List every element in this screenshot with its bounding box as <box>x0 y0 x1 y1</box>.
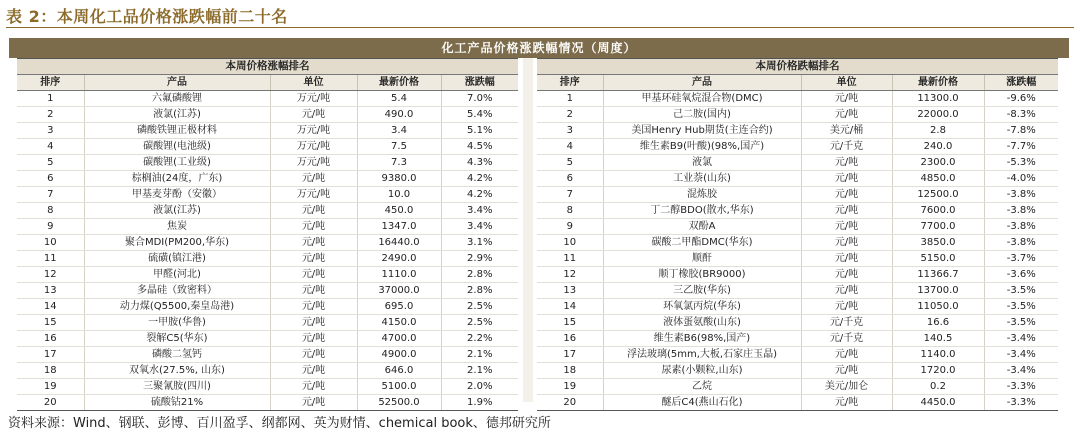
table-row <box>17 235 518 251</box>
column-header: 最新价格 <box>357 75 441 91</box>
table-row <box>17 123 518 139</box>
table-row <box>17 267 518 283</box>
rank-cell: 6 <box>537 171 603 187</box>
column-header: 产品 <box>603 75 801 91</box>
price-cell: 10.0 <box>357 187 441 203</box>
product-cell: 棕榈油(24度，广东) <box>84 171 270 187</box>
unit-cell: 元/吨 <box>801 283 892 299</box>
table-row <box>537 379 1058 395</box>
product-cell: 醚后C4(燕山石化) <box>603 395 801 411</box>
rank-cell: 17 <box>537 347 603 363</box>
price-cell: 5150.0 <box>892 251 984 267</box>
unit-cell: 元/吨 <box>270 331 357 347</box>
tables-area <box>9 58 1069 408</box>
unit-cell: 元/吨 <box>801 363 892 379</box>
price-cell: 450.0 <box>357 203 441 219</box>
change-cell: -3.8% <box>984 187 1058 203</box>
product-cell: 碳酸锂(电池级) <box>84 139 270 155</box>
price-cell: 0.2 <box>892 379 984 395</box>
rank-cell: 1 <box>17 91 84 107</box>
unit-cell: 元/吨 <box>270 235 357 251</box>
rank-cell: 14 <box>17 299 84 315</box>
column-header: 涨跌幅 <box>441 75 518 91</box>
change-cell: 1.9% <box>441 395 518 411</box>
table-row <box>537 203 1058 219</box>
price-cell: 1347.0 <box>357 219 441 235</box>
product-cell: 碳酸锂(工业级) <box>84 155 270 171</box>
column-header: 排序 <box>537 75 603 91</box>
change-cell: 4.2% <box>441 187 518 203</box>
unit-cell: 元/吨 <box>801 267 892 283</box>
product-cell: 维生素B9(叶酸)(98%,国产) <box>603 139 801 155</box>
column-header: 产品 <box>84 75 270 91</box>
change-cell: 2.8% <box>441 283 518 299</box>
rank-cell: 17 <box>17 347 84 363</box>
rank-cell: 16 <box>17 331 84 347</box>
price-cell: 5100.0 <box>357 379 441 395</box>
change-cell: -3.3% <box>984 395 1058 411</box>
table-divider <box>523 58 533 402</box>
unit-cell: 元/吨 <box>270 379 357 395</box>
column-header: 最新价格 <box>892 75 984 91</box>
change-cell: 4.3% <box>441 155 518 171</box>
table-row <box>17 299 518 315</box>
product-cell: 甲醛(河北) <box>84 267 270 283</box>
product-cell: 液氯(江苏) <box>84 107 270 123</box>
change-cell: -4.0% <box>984 171 1058 187</box>
change-cell: 2.5% <box>441 299 518 315</box>
column-header: 涨跌幅 <box>984 75 1058 91</box>
product-cell: 磷酸铁锂正极材料 <box>84 123 270 139</box>
table-row <box>17 251 518 267</box>
source-note: 资料来源：Wind、钢联、彭博、百川盈孚、纲都网、英为财情、chemical book、德邦研究所 <box>8 416 551 431</box>
column-header: 单位 <box>270 75 357 91</box>
price-cell: 4450.0 <box>892 395 984 411</box>
product-cell: 美国Henry Hub期货(主连合约) <box>603 123 801 139</box>
unit-cell: 万元/吨 <box>270 91 357 107</box>
losers-subtitle: 本周价格跌幅排名 <box>537 59 1058 75</box>
rank-cell: 12 <box>17 267 84 283</box>
product-cell: 动力煤(Q5500,秦皇岛港) <box>84 299 270 315</box>
unit-cell: 元/吨 <box>270 283 357 299</box>
unit-cell: 元/吨 <box>270 315 357 331</box>
unit-cell: 万元/吨 <box>270 187 357 203</box>
price-cell: 140.5 <box>892 331 984 347</box>
unit-cell: 元/吨 <box>270 203 357 219</box>
product-cell: 混炼胶 <box>603 187 801 203</box>
product-cell: 焦炭 <box>84 219 270 235</box>
table-row <box>537 395 1058 411</box>
table-row <box>537 315 1058 331</box>
rank-cell: 12 <box>537 267 603 283</box>
price-cell: 4850.0 <box>892 171 984 187</box>
unit-cell: 元/吨 <box>801 219 892 235</box>
losers-header-row <box>537 75 1058 91</box>
product-cell: 顺丁橡胶(BR9000) <box>603 267 801 283</box>
price-cell: 16.6 <box>892 315 984 331</box>
price-cell: 22000.0 <box>892 107 984 123</box>
unit-cell: 万元/吨 <box>270 139 357 155</box>
change-cell: -3.8% <box>984 235 1058 251</box>
unit-cell: 元/千克 <box>801 139 892 155</box>
gainers-table <box>17 58 518 411</box>
price-cell: 11366.7 <box>892 267 984 283</box>
change-cell: 2.8% <box>441 267 518 283</box>
change-cell: -5.3% <box>984 155 1058 171</box>
product-cell: 硫酸钴21% <box>84 395 270 411</box>
panel-banner: 化工产品价格涨跌幅情况（周度） <box>9 38 1069 58</box>
product-cell: 维生素B6(98%,国产) <box>603 331 801 347</box>
table-row <box>17 363 518 379</box>
unit-cell: 元/吨 <box>270 219 357 235</box>
change-cell: -3.5% <box>984 299 1058 315</box>
unit-cell: 元/吨 <box>801 171 892 187</box>
change-cell: -3.8% <box>984 219 1058 235</box>
table-row <box>537 107 1058 123</box>
table-row <box>537 187 1058 203</box>
rank-cell: 6 <box>17 171 84 187</box>
price-cell: 490.0 <box>357 107 441 123</box>
rank-cell: 19 <box>537 379 603 395</box>
change-cell: -3.3% <box>984 379 1058 395</box>
unit-cell: 元/吨 <box>801 299 892 315</box>
rank-cell: 15 <box>537 315 603 331</box>
table-row <box>17 91 518 107</box>
table-row <box>17 187 518 203</box>
change-cell: 3.4% <box>441 219 518 235</box>
table-row <box>17 283 518 299</box>
rank-cell: 3 <box>537 123 603 139</box>
price-cell: 4700.0 <box>357 331 441 347</box>
table-row <box>17 139 518 155</box>
rank-cell: 2 <box>17 107 84 123</box>
price-cell: 2490.0 <box>357 251 441 267</box>
price-cell: 3.4 <box>357 123 441 139</box>
rank-cell: 2 <box>537 107 603 123</box>
change-cell: 2.0% <box>441 379 518 395</box>
product-cell: 液体蛋氨酸(山东) <box>603 315 801 331</box>
product-cell: 己二胺(国内) <box>603 107 801 123</box>
table-row <box>17 203 518 219</box>
rank-cell: 9 <box>17 219 84 235</box>
unit-cell: 元/吨 <box>270 251 357 267</box>
table-row <box>537 139 1058 155</box>
rank-cell: 20 <box>17 395 84 411</box>
table-row <box>537 299 1058 315</box>
table-row <box>537 251 1058 267</box>
rank-cell: 11 <box>17 251 84 267</box>
table-row <box>537 363 1058 379</box>
price-cell: 2.8 <box>892 123 984 139</box>
price-cell: 11050.0 <box>892 299 984 315</box>
table-row <box>17 107 518 123</box>
table-row <box>537 171 1058 187</box>
price-cell: 11300.0 <box>892 91 984 107</box>
table-row <box>17 331 518 347</box>
change-cell: 3.4% <box>441 203 518 219</box>
gainers-subtitle: 本周价格涨幅排名 <box>17 59 518 75</box>
product-cell: 硫磺(镇江港) <box>84 251 270 267</box>
price-cell: 4150.0 <box>357 315 441 331</box>
table-row <box>537 267 1058 283</box>
price-cell: 7700.0 <box>892 219 984 235</box>
unit-cell: 万元/吨 <box>270 123 357 139</box>
rank-cell: 5 <box>537 155 603 171</box>
change-cell: -9.6% <box>984 91 1058 107</box>
change-cell: 2.1% <box>441 363 518 379</box>
unit-cell: 元/吨 <box>801 155 892 171</box>
table-row <box>17 171 518 187</box>
change-cell: -3.8% <box>984 203 1058 219</box>
gainers-header-row <box>17 75 518 91</box>
table-row <box>17 155 518 171</box>
unit-cell: 美元/加仑 <box>801 379 892 395</box>
change-cell: -3.6% <box>984 267 1058 283</box>
table-row <box>537 123 1058 139</box>
unit-cell: 元/吨 <box>801 235 892 251</box>
rank-cell: 16 <box>537 331 603 347</box>
price-cell: 37000.0 <box>357 283 441 299</box>
product-cell: 多晶硅（致密料） <box>84 283 270 299</box>
unit-cell: 元/吨 <box>801 251 892 267</box>
change-cell: -3.4% <box>984 363 1058 379</box>
rank-cell: 8 <box>537 203 603 219</box>
unit-cell: 元/千克 <box>801 315 892 331</box>
product-cell: 顺酐 <box>603 251 801 267</box>
rank-cell: 13 <box>537 283 603 299</box>
unit-cell: 元/吨 <box>270 171 357 187</box>
product-cell: 聚合MDI(PM200,华东) <box>84 235 270 251</box>
rank-cell: 15 <box>17 315 84 331</box>
change-cell: 2.2% <box>441 331 518 347</box>
rank-cell: 8 <box>17 203 84 219</box>
table-row <box>537 283 1058 299</box>
unit-cell: 元/吨 <box>801 91 892 107</box>
unit-cell: 元/吨 <box>801 203 892 219</box>
column-header: 单位 <box>801 75 892 91</box>
change-cell: -3.5% <box>984 315 1058 331</box>
change-cell: -3.4% <box>984 347 1058 363</box>
unit-cell: 元/千克 <box>801 331 892 347</box>
unit-cell: 万元/吨 <box>270 155 357 171</box>
product-cell: 工业萘(山东) <box>603 171 801 187</box>
product-cell: 液氯 <box>603 155 801 171</box>
product-cell: 一甲胺(华鲁) <box>84 315 270 331</box>
unit-cell: 元/吨 <box>270 267 357 283</box>
product-cell: 六氟磷酸锂 <box>84 91 270 107</box>
change-cell: 3.1% <box>441 235 518 251</box>
price-cell: 646.0 <box>357 363 441 379</box>
unit-cell: 元/吨 <box>801 347 892 363</box>
rank-cell: 4 <box>537 139 603 155</box>
table-row <box>17 395 518 411</box>
change-cell: -3.7% <box>984 251 1058 267</box>
rank-cell: 18 <box>17 363 84 379</box>
rank-cell: 11 <box>537 251 603 267</box>
change-cell: -3.4% <box>984 331 1058 347</box>
losers-table <box>537 58 1058 411</box>
rank-cell: 7 <box>537 187 603 203</box>
caption-rule <box>6 27 1074 28</box>
rank-cell: 4 <box>17 139 84 155</box>
rank-cell: 10 <box>17 235 84 251</box>
unit-cell: 美元/桶 <box>801 123 892 139</box>
product-cell: 三乙胺(华东) <box>603 283 801 299</box>
change-cell: -8.3% <box>984 107 1058 123</box>
price-cell: 7600.0 <box>892 203 984 219</box>
unit-cell: 元/吨 <box>270 347 357 363</box>
rank-cell: 14 <box>537 299 603 315</box>
rank-cell: 18 <box>537 363 603 379</box>
unit-cell: 元/吨 <box>270 395 357 411</box>
price-cell: 5.4 <box>357 91 441 107</box>
column-header: 排序 <box>17 75 84 91</box>
product-cell: 三聚氰胺(四川) <box>84 379 270 395</box>
change-cell: 4.5% <box>441 139 518 155</box>
price-cell: 16440.0 <box>357 235 441 251</box>
rank-cell: 5 <box>17 155 84 171</box>
price-change-panel <box>9 38 1069 408</box>
price-cell: 7.5 <box>357 139 441 155</box>
product-cell: 碳酸二甲酯DMC(华东) <box>603 235 801 251</box>
unit-cell: 元/吨 <box>801 187 892 203</box>
table-row <box>537 219 1058 235</box>
price-cell: 1140.0 <box>892 347 984 363</box>
unit-cell: 元/吨 <box>270 107 357 123</box>
table-row <box>17 315 518 331</box>
product-cell: 液氯(江苏) <box>84 203 270 219</box>
table-row <box>537 155 1058 171</box>
price-cell: 12500.0 <box>892 187 984 203</box>
price-cell: 52500.0 <box>357 395 441 411</box>
change-cell: -7.8% <box>984 123 1058 139</box>
product-cell: 甲基麦芽酚（安徽） <box>84 187 270 203</box>
table-row <box>17 379 518 395</box>
product-cell: 双氧水(27.5%, 山东) <box>84 363 270 379</box>
price-cell: 4900.0 <box>357 347 441 363</box>
change-cell: -7.7% <box>984 139 1058 155</box>
product-cell: 磷酸二氢钙 <box>84 347 270 363</box>
price-cell: 1720.0 <box>892 363 984 379</box>
unit-cell: 元/吨 <box>801 395 892 411</box>
rank-cell: 10 <box>537 235 603 251</box>
change-cell: 2.5% <box>441 315 518 331</box>
table-row <box>17 347 518 363</box>
rank-cell: 19 <box>17 379 84 395</box>
price-cell: 240.0 <box>892 139 984 155</box>
unit-cell: 元/吨 <box>270 299 357 315</box>
rank-cell: 7 <box>17 187 84 203</box>
product-cell: 环氧氯丙烷(华东) <box>603 299 801 315</box>
price-cell: 9380.0 <box>357 171 441 187</box>
rank-cell: 13 <box>17 283 84 299</box>
change-cell: 5.4% <box>441 107 518 123</box>
price-cell: 695.0 <box>357 299 441 315</box>
table-row <box>537 91 1058 107</box>
table-row <box>537 331 1058 347</box>
product-cell: 裂解C5(华东) <box>84 331 270 347</box>
change-cell: 5.1% <box>441 123 518 139</box>
change-cell: 4.2% <box>441 171 518 187</box>
table-row <box>537 235 1058 251</box>
table-row <box>17 219 518 235</box>
change-cell: -3.5% <box>984 283 1058 299</box>
rank-cell: 20 <box>537 395 603 411</box>
table-caption: 表 2：本周化工品价格涨跌幅前二十名 <box>6 7 288 26</box>
product-cell: 丁二醇BDO(散水,华东) <box>603 203 801 219</box>
rank-cell: 1 <box>537 91 603 107</box>
change-cell: 7.0% <box>441 91 518 107</box>
change-cell: 2.9% <box>441 251 518 267</box>
product-cell: 浮法玻璃(5mm,大板,石家庄玉晶) <box>603 347 801 363</box>
price-cell: 1110.0 <box>357 267 441 283</box>
rank-cell: 9 <box>537 219 603 235</box>
price-cell: 13700.0 <box>892 283 984 299</box>
price-cell: 3850.0 <box>892 235 984 251</box>
product-cell: 乙烷 <box>603 379 801 395</box>
price-cell: 7.3 <box>357 155 441 171</box>
unit-cell: 元/吨 <box>270 363 357 379</box>
product-cell: 尿素(小颗粒,山东) <box>603 363 801 379</box>
unit-cell: 元/吨 <box>801 107 892 123</box>
price-cell: 2300.0 <box>892 155 984 171</box>
table-row <box>537 347 1058 363</box>
product-cell: 甲基环硅氧烷混合物(DMC) <box>603 91 801 107</box>
product-cell: 双酚A <box>603 219 801 235</box>
change-cell: 2.1% <box>441 347 518 363</box>
rank-cell: 3 <box>17 123 84 139</box>
